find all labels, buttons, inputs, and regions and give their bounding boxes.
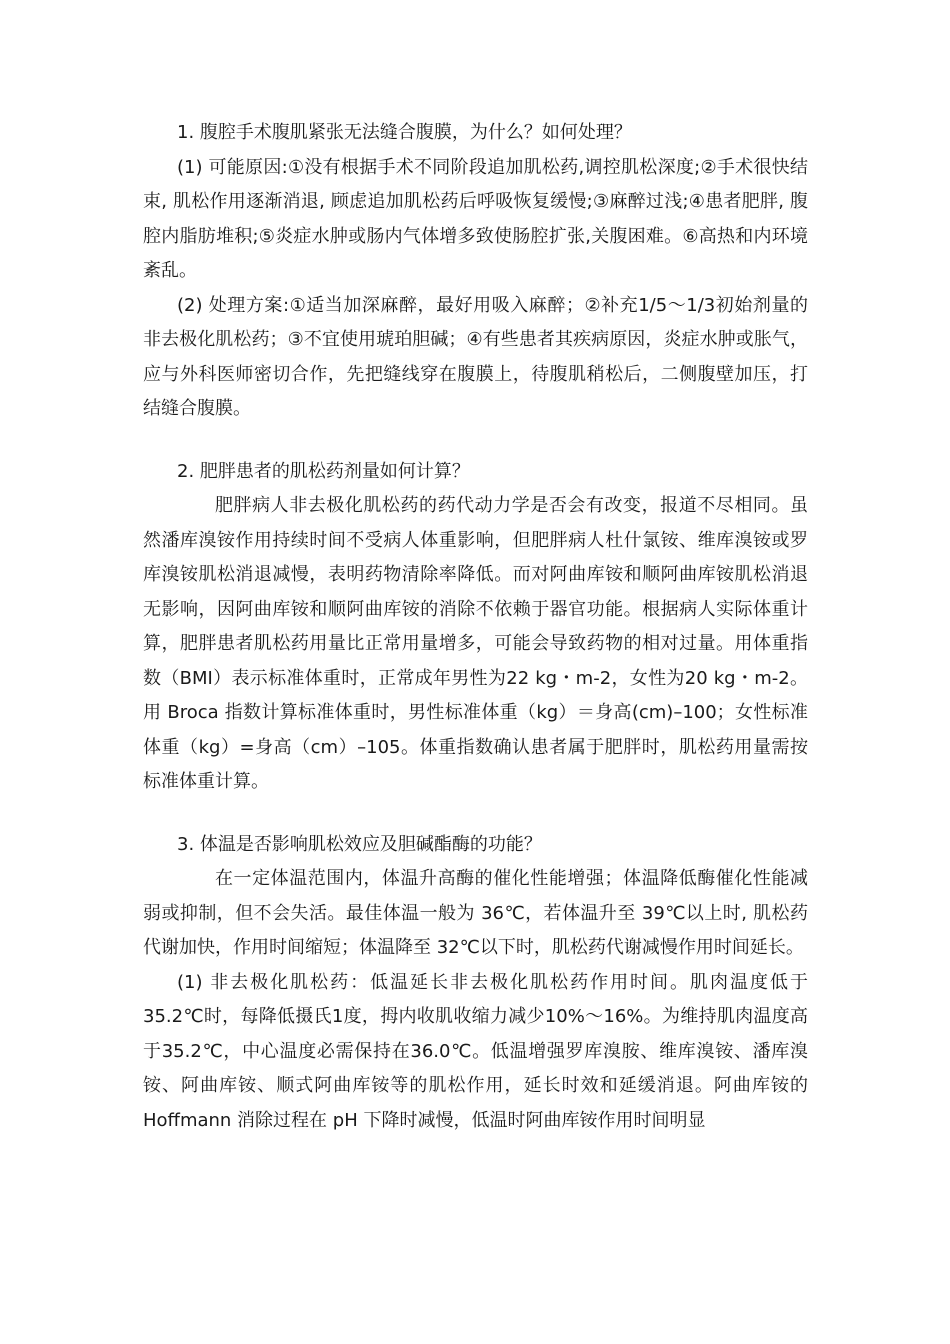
section-2-heading: 2. 肥胖患者的肌松药剂量如何计算？ (177, 460, 470, 482)
section-2 (143, 455, 808, 800)
section-3-heading: 3. 体温是否影响肌松效应及胆碱酯酶的功能？ (177, 833, 542, 855)
section-3 (143, 828, 808, 1139)
section-1-paragraph-2: (2) 处理方案:①适当加深麻醉，最好用吸入麻醉；②补充1/5～1/3初始剂量的非去极化肌松药；③不宜使用琥珀胆碱；④有些患者其疾病原因，炎症水肿或胀气，应与外科医师密切合作，先把缝线穿在腹膜上，待腹肌稍松后，二侧腹壁加压，打结缝合腹膜。 (143, 294, 808, 419)
document-body (143, 116, 808, 1138)
section-3-paragraph-2: (1) 非去极化肌松药：低温延长非去极化肌松药作用时间。肌肉温度低于35.2℃时，每降低摄氏1度，拇内收肌收缩力减少10%～16%。为维持肌肉温度高于35.2℃，中心温度必需保持在36.0℃。低温增强罗库溴胺、维库溴铵、潘库溴铵、阿曲库铵、顺式阿曲库铵等的肌松作用，延长时效和延缓消退。阿曲库铵的 Hoffmann 消除过程在 pH 下降时减慢，低温时阿曲库铵作用时间明显 (143, 971, 808, 1131)
section-2-paragraph-1: 肥胖病人非去极化肌松药的药代动力学是否会有改变，报道不尽相同。虽然潘库溴铵作用持续时间不受病人体重影响，但肥胖病人杜什氯铵、维库溴铵或罗库溴铵肌松消退减慢，表明药物清除率降低。而对阿曲库铵和顺阿曲库铵肌松消退无影响，因阿曲库铵和顺阿曲库铵的消除不依赖于器官功能。根据病人实际体重计算，肥胖患者肌松药用量比正常用量增多，可能会导致药物的相对过量。用体重指数（BMI）表示标准体重时，正常成年男性为22 kg・m-2，女性为20 kg・m-2。用 Broca 指数计算标准体重时，男性标准体重（kg）＝身高(cm)–100；女性标准体重（kg）=身高（cm）–105。体重指数确认患者属于肥胖时，肌松药用量需按标准体重计算。 (143, 495, 808, 792)
section-1 (143, 116, 808, 427)
section-3-paragraph-1: 在一定体温范围内，体温升高酶的催化性能增强；体温降低酶催化性能减弱或抑制，但不会失活。最佳体温一般为 36℃，若体温升至 39℃以上时, 肌松药代谢加快，作用时间缩短；体温降至 32℃以下时，肌松药代谢减慢作用时间延长。 (143, 868, 808, 958)
section-1-heading: 1. 腹腔手术腹肌紧张无法缝合腹膜，为什么？如何处理？ (177, 122, 632, 143)
section-1-paragraph-1: (1) 可能原因:①没有根据手术不同阶段追加肌松药,调控肌松深度;②手术很快结束, 肌松作用逐渐消退, 顾虑追加肌松药后呼吸恢复缓慢;③麻醉过浅;④患者肥胖, 腹腔内脂肪堆积;⑤炎症水肿或肠内气体增多致使肠腔扩张,关腹困难。⑥高热和内环境紊乱。 (143, 156, 808, 281)
